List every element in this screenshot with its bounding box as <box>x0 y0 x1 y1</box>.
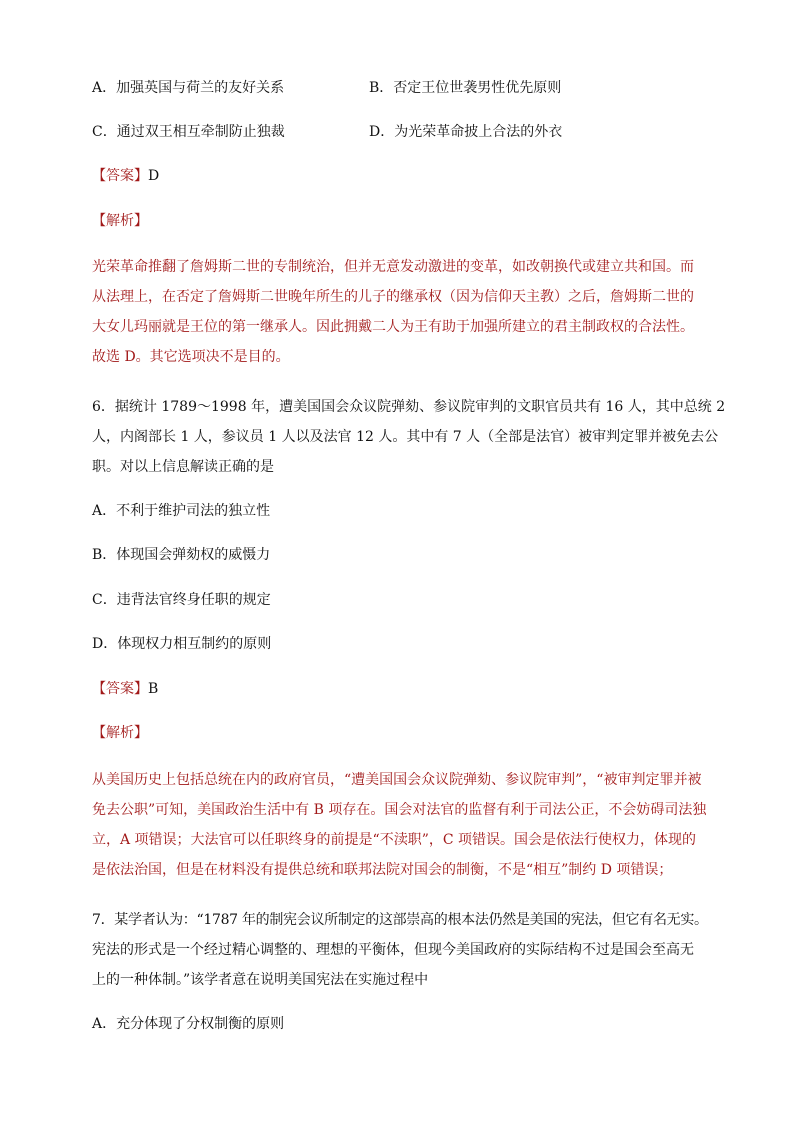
q5-analysis-line: 从法理上，在否定了詹姆斯二世晚年所生的儿子的继承权（因为信仰天主教）之后，詹姆斯二世的 <box>92 289 694 305</box>
q6-stem-line: 人，内阁部长 1 人，参议员 1 人以及法官 12 人。其中有 7 人（全部是法官）被审判定罪并被免去公 <box>92 429 719 445</box>
q5-answer <box>92 166 159 186</box>
q5-analysis-line: 光荣革命推翻了詹姆斯二世的专制统治，但并无意发动激进的变革，如改朝换代或建立共和国。而 <box>92 259 694 275</box>
q6-answer-tag: 【答案】 <box>92 681 148 697</box>
q6-option-c: C．违背法官终身任职的规定 <box>92 592 271 608</box>
q6-option-a: A．不利于维护司法的独立性 <box>92 503 271 519</box>
q5-analysis-tag: 【解析】 <box>92 213 148 229</box>
q6-stem <box>92 392 726 482</box>
q6-stem-line: 职。对以上信息解读正确的是 <box>92 459 274 475</box>
q5-option-c: C．通过双王相互牵制防止独裁 <box>92 124 285 140</box>
q6-answer <box>92 679 158 699</box>
q5-answer-value: D <box>148 168 160 184</box>
q5-analysis-line: 故选 D。其它选项决不是目的。 <box>92 349 290 365</box>
q6-option-b: B．体现国会弹劾权的威慑力 <box>92 547 271 563</box>
q6-analysis-line: 是依法治国，但是在材料没有提供总统和联邦法院对国会的制衡，不是“相互”制约 D 项错误； <box>92 862 673 878</box>
q7-option-a: A．充分体现了分权制衡的原则 <box>92 1016 285 1032</box>
q6-answer-value: B <box>148 681 159 697</box>
q5-option-b: B．否定王位世袭男性优先原则 <box>369 80 562 96</box>
q7-stem-line: 上的一种体制。”该学者意在说明美国宪法在实施过程中 <box>92 972 429 988</box>
q7-stem-line: 宪法的形式是一个经过精心调整的、理想的平衡体，但现今美国政府的实际结构不过是国会至高无 <box>92 942 694 958</box>
q5-option-d: D．为光荣革命披上合法的外衣 <box>369 124 563 140</box>
q6-analysis-tag: 【解析】 <box>92 725 148 741</box>
q6-stem-line: 6．据统计 1789～1998 年，遭美国国会众议院弹劾、参议院审判的文职官员共有 16 人，其中总统 2 <box>92 399 726 415</box>
q6-analysis-line: 从美国历史上包括总统在内的政府官员，“遭美国国会众议院弹劾、参议院审判”，“被审判定罪并被 <box>92 772 702 788</box>
q5-analysis-text <box>92 252 704 372</box>
q5-option-a: A．加强英国与荷兰的友好关系 <box>92 80 285 96</box>
q7-stem-line: 7．某学者认为：“1787 年的制宪会议所制定的这部崇高的根本法仍然是美国的宪法，但它有名无实。 <box>92 912 708 928</box>
q6-option-d: D．体现权力相互制约的原则 <box>92 636 272 652</box>
q6-analysis-text <box>92 765 707 885</box>
q5-answer-tag: 【答案】 <box>92 168 148 184</box>
q6-analysis-line: 免去公职”可知，美国政治生活中有 B 项存在。国会对法官的监督有利于司法公正，不会妨碍司法独 <box>92 802 707 818</box>
q6-analysis-line: 立，A 项错误；大法官可以任职终身的前提是“不渎职”，C 项错误。国会是依法行使权力，体现的 <box>92 832 697 848</box>
q5-analysis-line: 大女儿玛丽就是王位的第一继承人。因此拥戴二人为王有助于加强所建立的君主制政权的合法性。 <box>92 319 694 335</box>
q7-stem <box>92 905 708 995</box>
